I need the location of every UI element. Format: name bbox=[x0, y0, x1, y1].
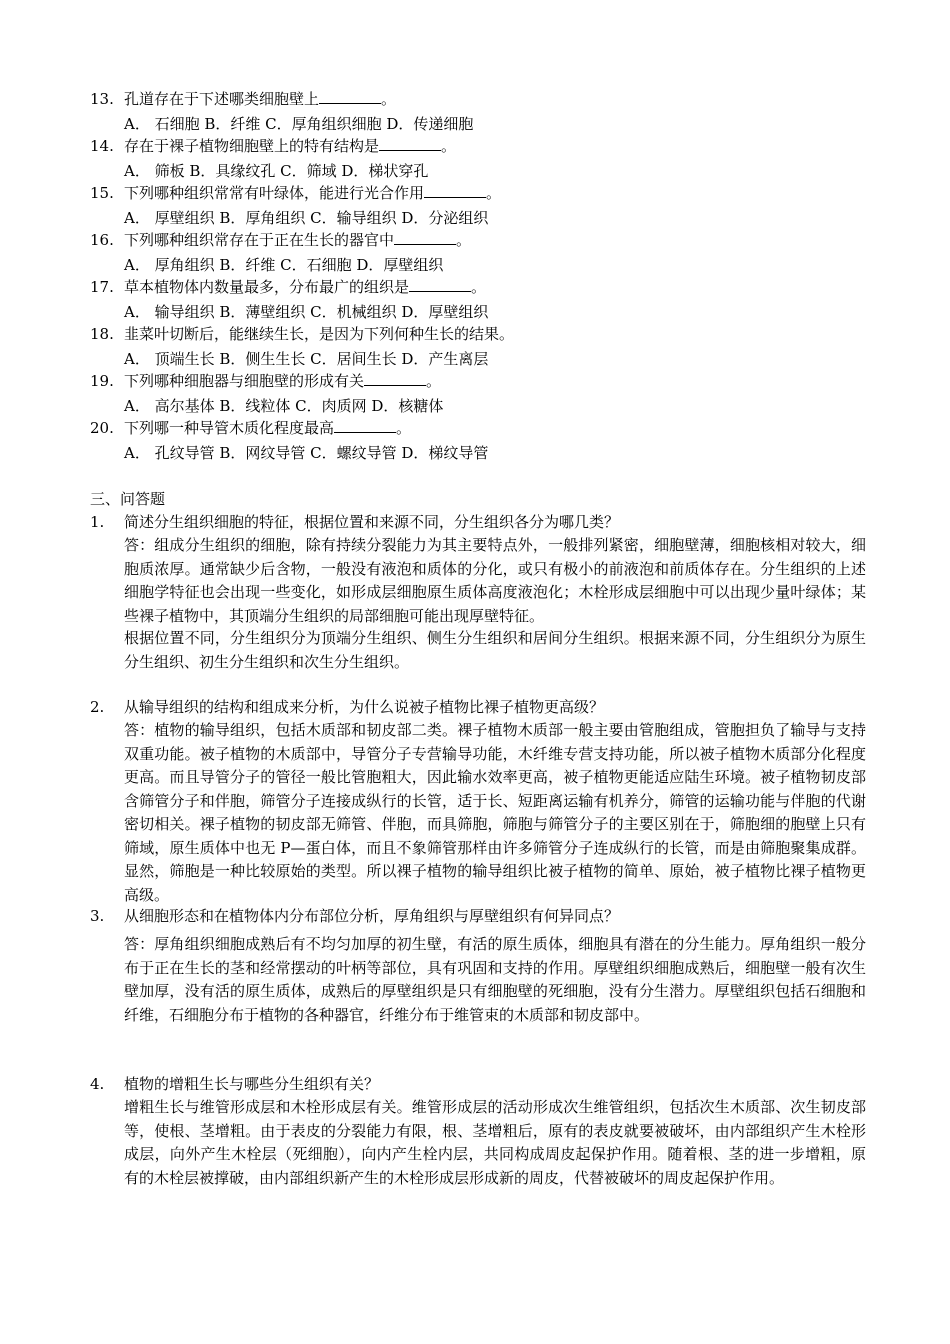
answer-blank bbox=[424, 182, 486, 198]
mcq-15-options: A． 厚壁组织 B．厚角组织 C．输导组织 D．分泌组织 bbox=[124, 209, 489, 227]
mcq-19-options: A． 高尔基体 B．线粒体 C．肉质网 D．核糖体 bbox=[124, 397, 444, 415]
section-title: 三、问答题 bbox=[90, 490, 166, 508]
answer-blank bbox=[409, 276, 471, 292]
mcq-14-options: A． 筛板 B．具缘纹孔 C．筛域 D．梯状穿孔 bbox=[124, 162, 429, 180]
mcq-20-options: A． 孔纹导管 B．网纹导管 C．螺纹导管 D．梯纹导管 bbox=[124, 444, 489, 462]
qa-4-answer: 增粗生长与维管形成层和木栓形成层有关。维管形成层的活动形成次生维管组织，包括次生木质部、次生韧皮部等，使根、茎增粗。由于表皮的分裂能力有限，根、茎增粗后，原有的表皮就要被破坏，由内部组织产生木栓形成层，向外产生木栓层（死细胞），向内产生栓内层，共同构成周皮起保护作用。随着根、茎的进一步增粗，原有的木栓层被撑破，由内部组织新产生的木栓形成层形成新的周皮，代替被破坏的周皮起保护作用。 bbox=[124, 1098, 866, 1187]
mcq-13-options: A． 石细胞 B．纤维 C．厚角组织细胞 D．传递细胞 bbox=[124, 115, 474, 133]
qa-2-answer: 答：植物的输导组织，包括木质部和韧皮部二类。裸子植物木质部一般主要由管胞组成，管胞担负了输导与支持双重功能。被子植物的木质部中，导管分子专营输导功能，木纤维专营支持功能，所以被子植物木质部分化程度更高。而且导管分子的管径一般比管胞粗大，因此输水效率更高，被子植物更能适应陆生环境。被子植物韧皮部含筛管分子和伴胞，筛管分子连接成纵行的长管，适于长、短距离运输有机养分，筛管的运输功能与伴胞的代谢密切相关。裸子植物的韧皮部无筛管、伴胞，而具筛胞，筛胞与筛管分子的主要区别在于，筛胞细的胞壁上只有筛域，原生质体中也无 P—蛋白体，而且不象筛管那样由许多筛管分子连成纵行的长管，而是由筛胞聚集成群。显然，筛胞是一种比较原始的类型。所以裸子植物的输导组织比被子植物的简单、原始，被子植物比裸子植物更高级。 bbox=[124, 721, 866, 904]
answer-blank bbox=[364, 370, 426, 386]
qa-1-answer-continued: 根据位置不同，分生组织分为顶端分生组织、侧生分生组织和居间分生组织。根据来源不同，分生组织分为原生分生组织、初生分生组织和次生分生组织。 bbox=[124, 629, 866, 671]
qa-3-answer: 答：厚角组织细胞成熟后有不均匀加厚的初生壁，有活的原生质体，细胞具有潜在的分生能力。厚角组织一般分布于正在生长的茎和经常摆动的叶柄等部位，具有巩固和支持的作用。厚壁组织细胞成熟后，细胞壁一般有次生壁加厚，没有活的原生质体，成熟后的厚壁组织是只有细胞壁的死细胞，没有分生潜力。厚壁组织包括石细胞和纤维，石细胞分布于植物的各种器官，纤维分布于维管束的木质部和韧皮部中。 bbox=[124, 935, 866, 1024]
answer-blank bbox=[334, 417, 396, 433]
mcq-16-options: A． 厚角组织 B．纤维 C．石细胞 D．厚壁组织 bbox=[124, 256, 444, 274]
mcq-18-options: A． 顶端生长 B．侧生生长 C．居间生长 D．产生离层 bbox=[124, 350, 489, 368]
answer-blank bbox=[394, 229, 456, 245]
mcq-17-options: A． 输导组织 B．薄壁组织 C．机械组织 D．厚壁组织 bbox=[124, 303, 489, 321]
document-page: 13. 孔道存在于下述哪类细胞壁上 。 A． 石细胞 B．纤维 C．厚角组织细胞 D．传递细胞 14. 存在于裸子植物细胞壁上的特有结构是 。 A． 筛板 B．具缘纹孔 C．筛域 D．梯状穿孔 15. 下列哪种组织常常有叶绿体，能进行光合作用 。 A． 厚壁组织 B．厚角组织 C．输导组织 D．分泌组织 16. 下列哪种组织常存在于正在生长的器官中 。 A． 厚角组织 B．纤维 C．石细胞 D．厚壁组织 17. 草本植物体内数量最多，分布最广的组织是 。 A． 输导组织 B．薄壁组织 C．机械组织 D．厚壁组织 18. 韭菜叶切断后，能继续生长，是因为下列何种生长的结果。 A． 顶端生长 B．侧生生长 C．居间生长 D．产生离层 19. 下列哪种细胞器与细胞壁的形成有关 。 A． 高尔基体 B．线粒体 C．肉质网 D．核糖体 20. 下列哪一种导管木质化程度最高 。 A． 孔纹导管 B．网纹导管 C．螺纹导管 D．梯纹导管 三、问答题 1. 简述分生组织细胞的特征，根据位置和来源不同，分生组织各分为哪几类？ 答：组成分生组织的细胞，除有持续分裂能力为其主要特点外，一般排列紧密，细胞壁薄，细胞核相对较大，细胞质浓厚。通常缺少后含物，一般没有液泡和质体的分化，或只有极小的前液泡和前质体存在。分生组织的上述细胞学特征也会出现一些变化，如形成层细胞原生质体高度液泡化；木栓形成层细胞中可以出现少量叶绿体；某些裸子植物中，其顶端分生组织的局部细胞可能出现厚壁特征。 根据位置不同，分生组织分为顶端分生组织、侧生分生组织和居间分生组织。根据来源不同，分生组织分为原生分生组织、初生分生组织和次生分生组织。 2. 从输导组织的结构和组成来分析，为什么说被子植物比裸子植物更高级？ 答：植物的输导组织，包括木质部和韧皮部二类。裸子植物木质部一般主要由管胞组成，管胞担负了输导与支持双重功能。被子植物的木质部中，导管分子专营输导功能，木纤维专营支持功能，所以被子植物木质部分化程度更高。而且导管分子的管径一般比管胞粗大，因此输水效率更高，被子植物更能适应陆生环境。被子植物韧皮部含筛管分子和伴胞，筛管分子连接成纵行的长管，适于长、短距离运输有机养分，筛管的运输功能与伴胞的代谢密切相关。裸子植物的韧皮部无筛管、伴胞，而具筛胞，筛胞与筛管分子的主要区别在于，筛胞细的胞壁上只有筛域，原生质体中也无 P—蛋白体，而且不象筛管那样由许多筛管分子连成纵行的长管，而是由筛胞聚集成群。显然，筛胞是一种比较原始的类型。所以裸子植物的输导组织比被子植物的简单、原始，被子植物比裸子植物更高级。 3. 从细胞形态和在植物体内分布部位分析，厚角组织与厚壁组织有何异同点？ 答：厚角组织细胞成熟后有不均匀加厚的初生壁，有活的原生质体，细胞具有潜在的分生能力。厚角组织一般分布于正在生长的茎和经常摆动的叶柄等部位，具有巩固和支持的作用。厚壁组织细胞成熟后，细胞壁一般有次生壁加厚，没有活的原生质体，成熟后的厚壁组织是只有细胞壁的死细胞，没有分生潜力。厚壁组织包括石细胞和纤维，石细胞分布于植物的各种器官，纤维分布于维管束的木质部和韧皮部中。 4. 植物的增粗生长与哪些分生组织有关？ 增粗生长与维管形成层和木栓形成层有关。维管形成层的活动形成次生维管组织，包括次生木质部、次生韧皮部等，使根、茎增粗。由于表皮的分裂能力有限，根、茎增粗后，原有的表皮就要被破坏，由内部组织产生木栓形成层，向外产生木栓层（死细胞），向内产生栓内层，共同构成周皮起保护作用。随着根、茎的进一步增粗，原有的木栓层被撑破，由内部组织新产生的木栓形成层形成新的周皮，代替被破坏的周皮起保护作用。 bbox=[0, 0, 950, 1344]
answer-blank bbox=[379, 135, 441, 151]
qa-1-answer: 答：组成分生组织的细胞，除有持续分裂能力为其主要特点外，一般排列紧密，细胞壁薄，细胞核相对较大，细胞质浓厚。通常缺少后含物，一般没有液泡和质体的分化，或只有极小的前液泡和前质体存在。分生组织的上述细胞学特征也会出现一些变化，如形成层细胞原生质体高度液泡化；木栓形成层细胞中可以出现少量叶绿体；某些裸子植物中，其顶端分生组织的局部细胞可能出现厚壁特征。 bbox=[124, 536, 866, 625]
answer-blank bbox=[319, 88, 381, 104]
